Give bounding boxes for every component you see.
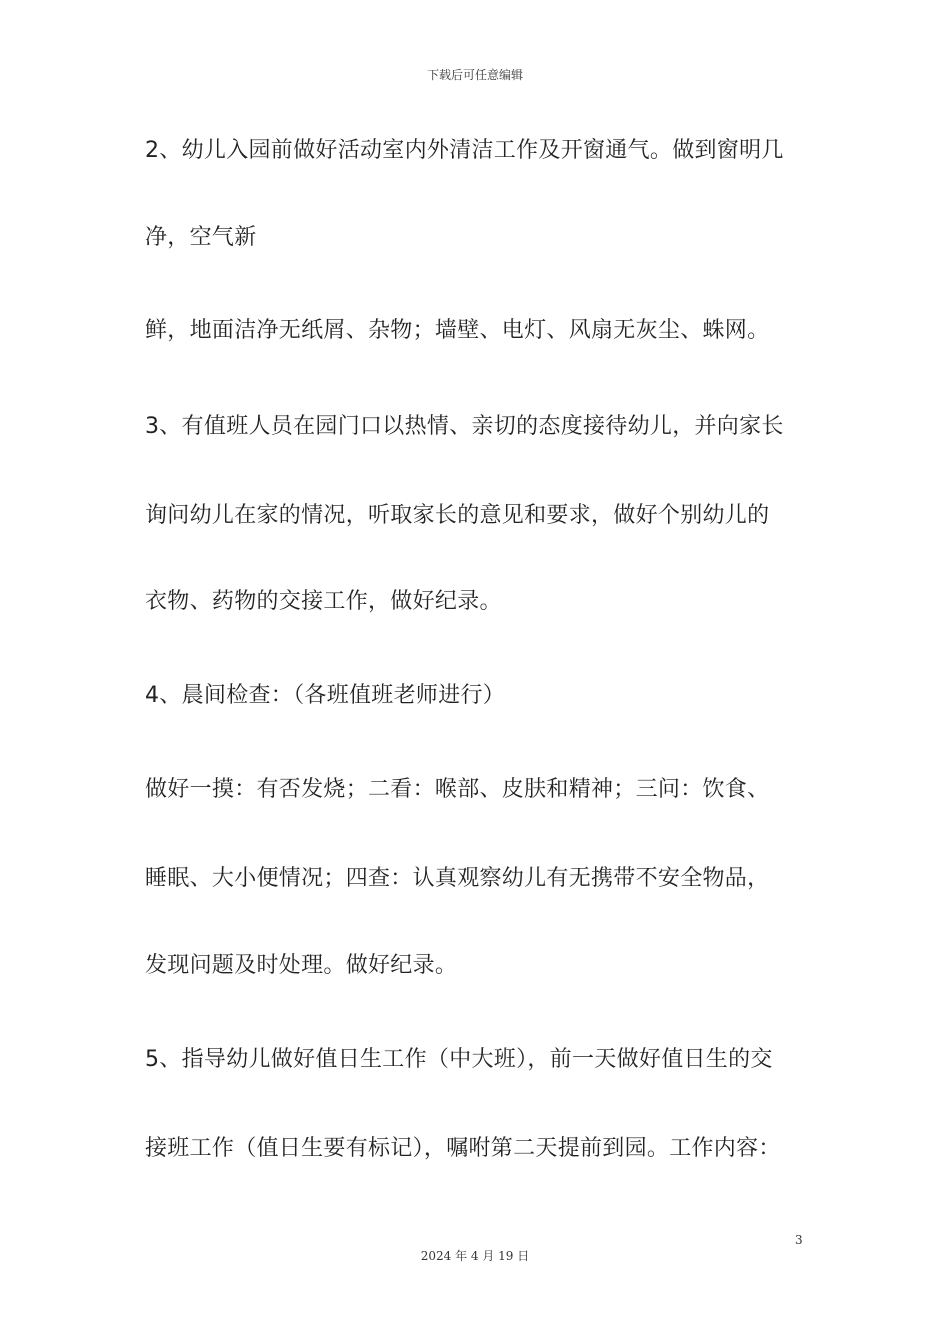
body-line-8: 做好一摸：有否发烧；二看：喉部、皮肤和精神；三问：饮食、: [145, 777, 770, 802]
body-line-4: 3、有值班人员在园门口以热情、亲切的态度接待幼儿，并向家长: [145, 414, 784, 439]
body-line-2: 净，空气新: [145, 225, 257, 250]
page-header: 下载后可任意编辑: [426, 68, 523, 82]
footer-date: 2024 年 4 月 19 日: [420, 1249, 530, 1263]
body-line-7: 4、晨间检查：（各班值班老师进行）: [145, 683, 506, 708]
body-line-3: 鲜，地面洁净无纸屑、杂物；墙壁、电灯、风扇无灰尘、蛛网。: [145, 318, 770, 343]
body-line-11: 5、指导幼儿做好值日生工作（中大班），前一天做好值日生的交: [145, 1047, 773, 1072]
page-number: 3: [795, 1233, 803, 1247]
body-line-9: 睡眠、大小便情况；四查：认真观察幼儿有无携带不安全物品，: [145, 866, 770, 891]
body-line-6: 衣物、药物的交接工作，做好纪录。: [145, 589, 502, 614]
body-line-10: 发现问题及时处理。做好纪录。: [145, 953, 458, 978]
body-line-5: 询问幼儿在家的情况，听取家长的意见和要求，做好个别幼儿的: [145, 503, 770, 528]
body-line-1: 2、幼儿入园前做好活动室内外清洁工作及开窗通气。做到窗明几: [145, 138, 784, 163]
body-line-12: 接班工作（值日生要有标记），嘱咐第二天提前到园。工作内容：: [145, 1136, 781, 1161]
